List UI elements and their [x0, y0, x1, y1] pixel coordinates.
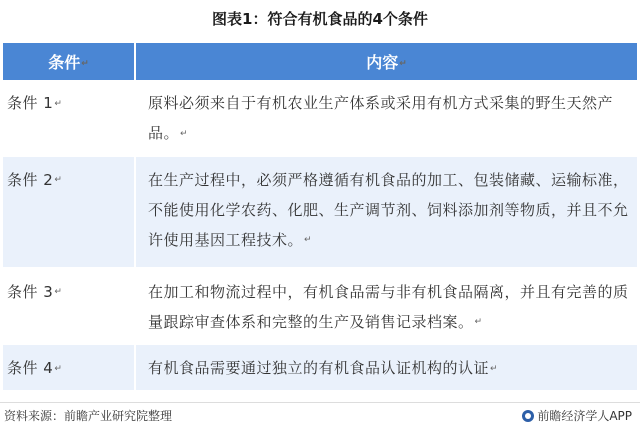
content-text: 在加工和物流过程中，有机食品需与非有机食品隔离，并且有完善的质量跟踪审查体系和完整的生产及销售记录档案。: [148, 282, 629, 331]
paragraph-mark-icon: ↵: [490, 363, 499, 374]
footer-divider: [0, 402, 640, 403]
brand-watermark: [522, 407, 632, 424]
paragraph-mark-icon: ↵: [399, 58, 407, 69]
brand-label: 前瞻经济学人APP: [537, 409, 632, 423]
footer: [0, 404, 640, 428]
paragraph-mark-icon: ↵: [54, 98, 63, 109]
table-row: [3, 344, 637, 391]
table-row: [3, 268, 637, 345]
content-cell: [135, 344, 637, 391]
paragraph-mark-icon: ↵: [180, 128, 189, 139]
paragraph-mark-icon: ↵: [54, 287, 63, 297]
condition-cell: [3, 80, 135, 156]
condition-label: 条件 3: [7, 282, 54, 301]
paragraph-mark-icon: ↵: [81, 58, 89, 69]
source-note: 资料来源：前瞻产业研究院整理: [4, 409, 173, 423]
header-condition: [3, 43, 135, 80]
header-content-label: 内容: [366, 53, 399, 72]
table-title: 图表1：符合有机食品的4个条件: [212, 10, 428, 28]
paragraph-mark-icon: ↵: [54, 175, 63, 185]
condition-cell: [3, 344, 135, 391]
table-row: [3, 156, 637, 268]
content-text: 在生产过程中，必须严格遵循有机食品的加工、包装储藏、运输标准，不能使用化学农药、化肥、生产调节剂、饲料添加剂等物质，并且不允许使用基因工程技术。: [148, 170, 629, 249]
paragraph-mark-icon: ↵: [304, 235, 313, 245]
condition-label: 条件 2: [7, 170, 54, 189]
table-header-row: [3, 43, 637, 80]
condition-label: 条件 1: [7, 94, 54, 112]
condition-cell: [3, 268, 135, 345]
condition-label: 条件 4: [7, 359, 54, 377]
content-cell: [135, 80, 637, 156]
paragraph-mark-icon: ↵: [54, 363, 63, 374]
content-cell: [135, 156, 637, 268]
content-text: 原料必须来自于有机农业生产体系或采用有机方式采集的野生天然产品。: [148, 94, 614, 142]
content-text: 有机食品需要通过独立的有机食品认证机构的认证: [148, 359, 490, 377]
header-condition-label: 条件: [48, 53, 81, 72]
condition-cell: [3, 156, 135, 268]
header-content: [135, 43, 637, 80]
conditions-table: [3, 43, 637, 392]
content-cell: [135, 268, 637, 345]
table-row: [3, 80, 637, 156]
brand-logo-icon: [522, 410, 534, 422]
paragraph-mark-icon: ↵: [474, 317, 483, 327]
